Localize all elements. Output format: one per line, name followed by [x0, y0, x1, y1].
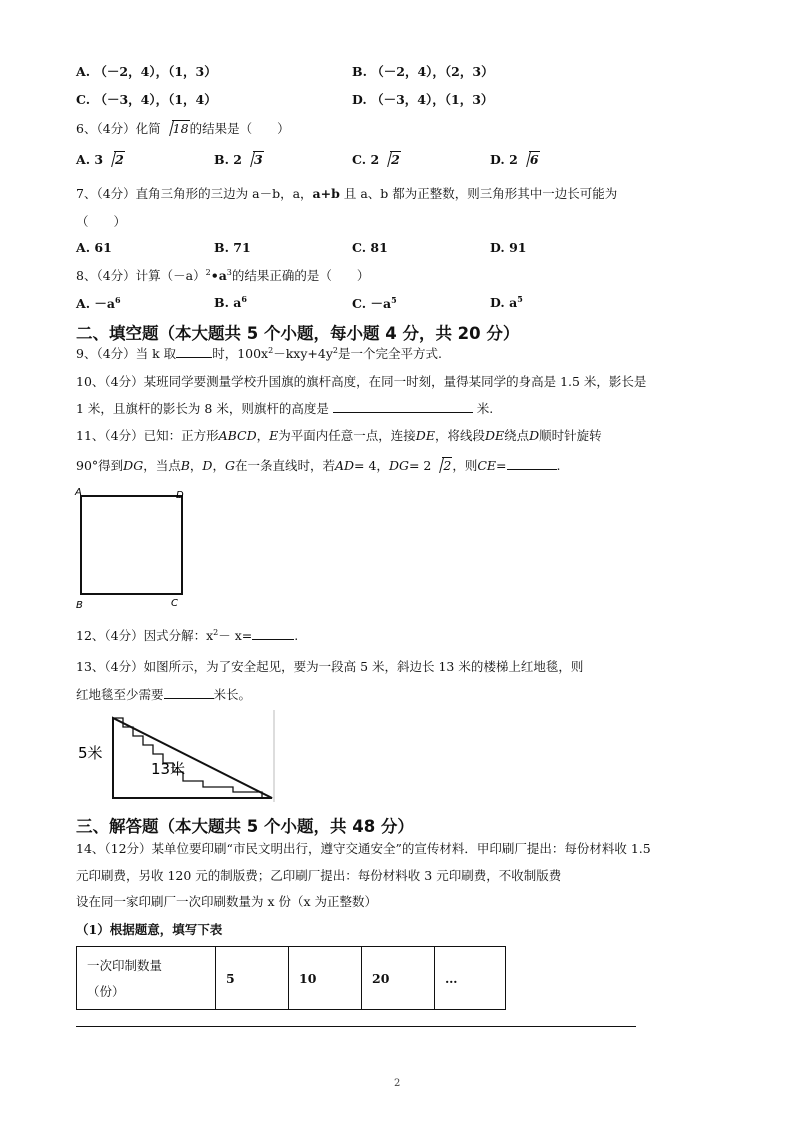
label-a: A: [75, 487, 82, 498]
answer-blank[interactable]: [507, 458, 557, 470]
q7-option-c: C. 81: [352, 240, 388, 255]
q7-option-d: D. 91: [490, 240, 527, 255]
page-number: 2: [394, 1078, 401, 1089]
q8-stem: 8、（4分）计算$(-a)^2•a^3$的结果正确的是（ ）: [76, 268, 370, 283]
square-figure: [74, 484, 194, 610]
q14-line2: 元印刷费，另收 120 元的制版费；乙印刷厂提出：每份材料收 3 元印刷费，不收制版费: [76, 868, 562, 883]
q8-option-a: A. $-a^6$: [76, 295, 121, 311]
answer-blank[interactable]: [333, 401, 473, 413]
q8-option-d: D. $a^5$: [490, 294, 523, 310]
q8-option-c: C. $-a^5$: [352, 295, 397, 311]
q14-line3: 设在同一家印刷厂一次印刷数量为 x 份（x 为正整数）: [76, 894, 378, 909]
label-d: D: [176, 490, 184, 501]
staircase-figure: [74, 708, 278, 804]
label-b: B: [76, 600, 83, 610]
table-cell: …: [435, 947, 506, 1010]
q6-option-b: B. 2 3: [214, 152, 263, 167]
q6-option-c: C. 2 2: [352, 152, 400, 167]
section-2-title: 二、填空题（本大题共 5 个小题，每小题 4 分，共 20 分）: [76, 324, 520, 343]
q11-line2: 90°得到DG，当点B，D，G在一条直线时，若AD= 4，DG= 2 2，则CE= .: [76, 458, 561, 473]
hypotenuse-label: 13米: [151, 760, 186, 778]
q13-line2: 红地毯至少需要 米长。: [76, 687, 252, 702]
q5-option-c: C. （－3，4），（1，4）: [76, 92, 217, 107]
q5-option-a: A. （－2，4），（1，3）: [76, 64, 217, 79]
q9-stem: 9、（4分）当 k 取 时，$100x^2-kxy+4y^2$是一个完全平方式.: [76, 346, 442, 361]
q7-stem: 7、（4分）直角三角形的三边为 a－b，a，a+b 且 a、b 都为正整数，则三角形其中一边长可能为: [76, 186, 618, 201]
q6-option-a: A. 3 2: [76, 152, 124, 167]
table-cell: 20: [362, 947, 435, 1010]
q5-option-d: D. （－3，4），（1，3）: [352, 92, 494, 107]
q14-line1: 14、（12分）某单位要印刷“市民文明出行，遵守交通安全”的宣传材料．甲印刷厂提出：每份材料收 1.5: [76, 841, 651, 856]
section-3-title: 三、解答题（本大题共 5 个小题，共 48 分）: [76, 817, 414, 836]
triangle-shape: [113, 718, 272, 798]
q7-option-a: A. 61: [76, 240, 112, 255]
label-c: C: [171, 598, 178, 609]
table-cell: 10: [289, 947, 362, 1010]
q10-line2: 1 米，且旗杆的影长为 8 米，则旗杆的高度是 米.: [76, 401, 494, 416]
q7-option-b: B. 71: [214, 240, 251, 255]
q7-paren: （ ）: [76, 214, 127, 229]
height-label: 5米: [78, 744, 103, 762]
q12-stem: 12、（4分）因式分解：$x^2- x=$ .: [76, 628, 299, 643]
table-row: [77, 947, 506, 1010]
footer-rule: [76, 1026, 636, 1027]
table-cell: 5: [216, 947, 289, 1010]
answer-blank[interactable]: [164, 687, 214, 699]
q5-option-b: B. （－2，4），（2，3）: [352, 64, 494, 79]
square-shape: [81, 496, 182, 594]
q11-line1: 11、（4分）已知：正方形ABCD，E为平面内任意一点，连接DE，将线段DE绕点D顺时针旋转: [76, 428, 602, 443]
q6-stem: 6、（4分）化简 18的结果是（ ）: [76, 121, 290, 136]
q14-sub1: （1）根据题意，填写下表: [76, 922, 223, 937]
q10-line1: 10、（4分）某班同学要测量学校升国旗的旗杆高度，在同一时刻，量得某同学的身高是 1.5 米，影长是: [76, 374, 647, 389]
q13-line1: 13、（4分）如图所示，为了安全起见，要为一段高 5 米，斜边长 13 米的楼梯上红地毯，则: [76, 659, 584, 674]
radical-sign: 18: [163, 121, 190, 136]
q6-option-d: D. 2 6: [490, 152, 539, 167]
q8-option-b: B. $a^6$: [214, 294, 247, 310]
answer-blank[interactable]: [176, 346, 212, 358]
q14-table: [76, 946, 506, 1010]
answer-blank[interactable]: [252, 628, 294, 640]
table-header-cell: 一次印制数量 （份）: [77, 947, 216, 1010]
